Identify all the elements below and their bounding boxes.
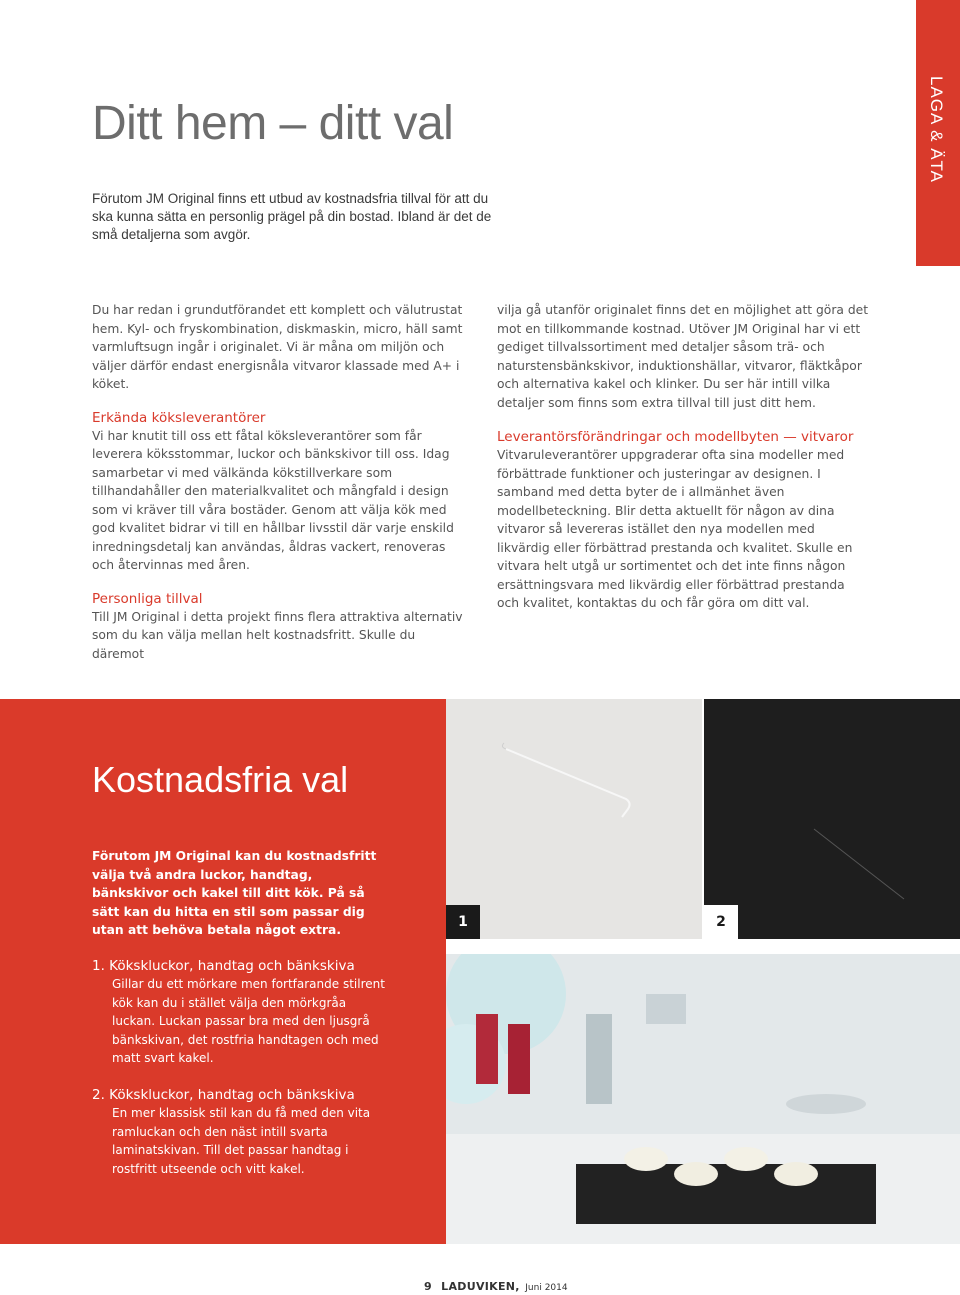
paragraph: Vitvaruleverantörer uppgraderar ofta sina modeller med förbättrade funktioner och justeringar av designen. I samband med detta byter de i allmänhet även modellbeteckning. Blir detta aktuellt för någon av dina vitvaror så levereras istället den nya modellen med likvärdig eller förbättrad prestanda och kvalitet. Skulle en vitvara helt utgå ur sortimentet och det inte finns någon ersättningsvara med likvärdig eller förbättrad prestanda och kvalitet, kontaktas du och får göra om ditt val. <box>497 448 853 610</box>
panel-lead: Förutom JM Original kan du kostnadsfritt välja två andra luckor, handtag, bänkskivor och kakel till ditt kök. På så sätt kan du hitta en stil som passar dig utan att behöva betala något extra. <box>92 849 377 937</box>
option-item <box>92 1086 392 1178</box>
section-heading: Erkända köksleverantörer <box>92 409 266 426</box>
swatch-badge: 1 <box>446 905 480 939</box>
option-heading: 1. Kökskluckor, handtag och bänkskiva <box>92 958 355 974</box>
option-body: Gillar du ett mörkare men fortfarande stilrent kök kan du i stället välja den mörkgråa luckan. Luckan passar bra med den ljusgrå bänkskivan, det rostfria handtagen och med matt svart kakel. <box>112 977 385 1065</box>
paragraph: vilja gå utanför originalet finns det en möjlighet att göra det mot en tillkommande kostnad. Utöver JM Original har vi ett gediget tillvalssortiment med detaljer såsom trä- och naturstensbänkskivor, induktionshällar, vitvaror, fläktkåpor och alternativa kakel och klinker. Du ser här intill vilka detaljer som finns som extra tillval till just ditt hem. <box>497 303 869 410</box>
panel-title: Kostnadsfria val <box>92 759 349 800</box>
left-column <box>92 301 464 663</box>
photo-illustration <box>446 954 960 1244</box>
swatch-badge: 2 <box>704 905 738 939</box>
page-footer <box>424 1280 568 1293</box>
party-table-photo <box>446 954 960 1244</box>
paragraph: Till JM Original i detta projekt finns flera attraktiva alternativ som du kan välja mellan helt kostnadsfritt. Skulle du däremot <box>92 609 463 661</box>
intro-text: Förutom JM Original finns ett utbud av kostnadsfria tillval för att du ska kunna sätta en personlig prägel på din bostad. Ibland är det de små detaljerna som avgör. <box>92 191 492 242</box>
swatch-light-grey <box>446 699 702 939</box>
option-heading: 2. Kökskluckor, handtag och bänkskiva <box>92 1087 355 1103</box>
footer-brand: LADUVIKEN, <box>441 1280 520 1293</box>
section-heading: Leverantörsförändringar och modellbyten — vitvaror <box>497 429 854 445</box>
paragraph: Vi har knutit till oss ett fåtal köksleverantörer som får leverera köksstommar, luckor och bänkskivor till oss. Idag samarbetar vi med välkända kökstillverkare som tillhandahåller den materialkvalitet och mångfald i design som vi kräver till våra bostäder. Genom att välja kök med god kvalitet bidrar vi till en hållbar livsstil där varje enskild inredningsdetalj kan användas, åldras vackert, renoveras och återvinnas med åren. <box>92 428 454 572</box>
counter-edge <box>704 699 960 939</box>
page-title: Ditt hem – ditt val <box>92 97 454 150</box>
footer-date: Juni 2014 <box>525 1283 568 1293</box>
right-column <box>497 301 869 613</box>
option-item <box>92 957 392 1068</box>
free-options-panel <box>0 699 446 1244</box>
page-number: 9 <box>424 1280 432 1293</box>
section-heading: Personliga tillval <box>92 590 203 607</box>
paragraph: Du har redan i grundutförandet ett komplett och välutrustat hem. Kyl- och fryskombination, diskmaskin, micro, häll samt varmluftsugn ingår i originalet. Vi är måna om miljön och väljer därför endast energisnåla vitvaror klassade med A+ i köket. <box>92 303 463 391</box>
option-body: En mer klassisk stil kan du få med den vita ramluckan och den näst intill svarta laminatskivan. Till det passar handtag i rostfritt utseende och vitt kakel. <box>112 1106 371 1176</box>
handle-illustration <box>446 699 702 939</box>
swatch-dark <box>704 699 960 939</box>
section-tab <box>916 0 960 266</box>
section-tab-label: LAGA & ÄTA <box>927 76 946 184</box>
